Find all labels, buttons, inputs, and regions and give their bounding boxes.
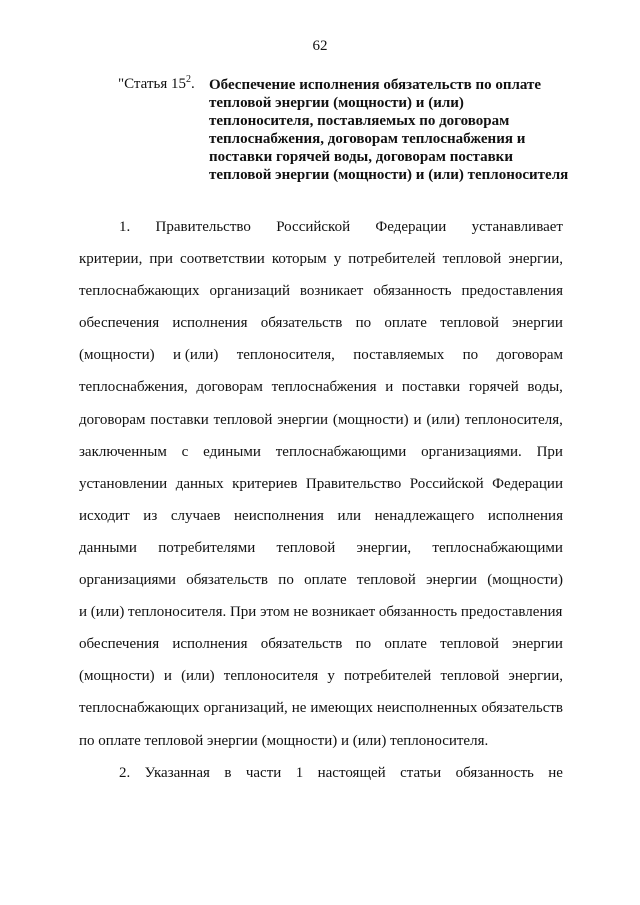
text-word: энергии [512, 315, 563, 332]
text-line [79, 339, 563, 371]
text-word: по [355, 636, 372, 653]
text-word: (мощности) [487, 572, 563, 589]
text-word: исполнения [487, 507, 563, 524]
paragraph-number: 1. [119, 219, 131, 235]
text-word: Федерации [492, 475, 563, 492]
text-line [79, 692, 563, 724]
text-word: не [291, 700, 307, 717]
text-word: теплоснабжающих [79, 283, 200, 300]
text-word: обязательств [481, 700, 563, 717]
text-line [79, 757, 563, 789]
text-word: договорам [196, 379, 263, 396]
text-word: тепловой [357, 572, 416, 589]
text-word: которым [271, 251, 327, 268]
text-word: части [245, 764, 282, 781]
text-word: Правительство [155, 219, 251, 235]
text-word: энергии, [356, 539, 412, 556]
text-word: оплате [304, 572, 347, 589]
text-word: Российской [409, 475, 484, 492]
text-word: (или) [181, 668, 215, 685]
text-line [79, 371, 563, 403]
text-word: предоставления [461, 283, 563, 300]
text-word: заключенным [79, 443, 167, 460]
text-word: теплоснабжения [271, 379, 377, 396]
text-word: у [333, 251, 342, 268]
text-word: поставляемых [353, 347, 445, 364]
article-label-superscript: 2 [185, 74, 191, 85]
text-word: исходит [79, 507, 130, 524]
text-segment: и (или) теплоносителя. При этом не возникает обязанность предоставления [79, 604, 563, 621]
text-word: оплате [384, 636, 427, 653]
text-word: организациями. [421, 443, 522, 460]
text-word: обязательств [260, 636, 343, 653]
text-word: тепловой [276, 539, 336, 556]
text-word: теплоснабжения, [79, 379, 188, 396]
text-word: договорам [496, 347, 563, 364]
text-line [79, 243, 563, 275]
article-label [118, 76, 195, 93]
text-word: из [143, 507, 158, 524]
text-word: данных [175, 475, 224, 492]
text-word: (мощности) [79, 668, 155, 685]
text-word: энергии [426, 572, 477, 589]
text-word: неисполнения [234, 507, 324, 524]
text-word: тепловой [442, 251, 502, 268]
text-word: или [337, 507, 361, 524]
text-word: данными [79, 539, 137, 556]
text-line [79, 532, 563, 564]
text-word: возникает [299, 283, 364, 300]
text-word: соответствии [180, 251, 265, 268]
text-word: (мощности) [332, 411, 409, 428]
text-line [79, 211, 563, 243]
text-line [79, 596, 563, 628]
text-word: критериев [232, 475, 298, 492]
text-word: поставки [150, 411, 209, 428]
text-word: обеспечения [79, 315, 160, 332]
text-word: энергии, [508, 668, 563, 685]
text-word: исполнения [172, 315, 248, 332]
text-word: по [355, 315, 372, 332]
text-line [79, 468, 563, 500]
text-word: обязательств [186, 572, 268, 589]
text-word: теплоснабжающих [79, 700, 200, 717]
text-word: и (или) [173, 347, 219, 364]
article-label-suffix: . [190, 76, 195, 92]
text-word: (мощности) [79, 347, 155, 364]
text-word: имеющих [310, 700, 373, 717]
article-body [79, 211, 563, 789]
text-word: теплоносителя, [236, 347, 335, 364]
text-word: устанавливает [471, 219, 563, 235]
text-word: исполнения [172, 636, 248, 653]
text-word: обязанность [373, 283, 452, 300]
text-word: обеспечения [79, 636, 160, 653]
page-number: 62 [312, 38, 328, 54]
text-word: настоящей [317, 764, 386, 781]
text-word: тепловой [213, 411, 273, 428]
text-word: воды, [527, 379, 563, 396]
text-word: оплате [384, 315, 427, 332]
text-word: по [462, 347, 479, 364]
text-word: и [385, 379, 394, 396]
text-segment: по оплате тепловой энергии (мощности) и (или) теплоносителя. [79, 732, 489, 749]
text-word: (или) [426, 411, 460, 428]
text-word: по [278, 572, 294, 589]
text-word: теплоснабжающими [432, 539, 563, 556]
text-line [79, 275, 563, 307]
text-word: Правительство [305, 475, 402, 492]
text-word: организаций [209, 283, 290, 300]
text-line [79, 307, 563, 339]
text-word: энергии, [508, 251, 563, 268]
text-word: организаций, [203, 700, 288, 717]
text-word: тепловой [440, 315, 499, 332]
text-word: в [224, 764, 232, 781]
text-line [79, 500, 563, 532]
text-word: Федерации [375, 219, 447, 235]
text-word: ненадлежащего [374, 507, 475, 524]
text-word: установлении [79, 475, 168, 492]
text-line [79, 404, 563, 436]
text-word: Российской [276, 219, 351, 235]
text-word: тепловой [440, 636, 499, 653]
text-word: неисполненных [376, 700, 478, 717]
text-word: теплоносителя [223, 668, 319, 685]
text-word: потребителей [348, 251, 436, 268]
text-word: поставки [401, 379, 461, 396]
text-word: энергии [512, 636, 563, 653]
text-word: потребителей [344, 668, 432, 685]
text-line [79, 725, 563, 757]
text-word: горячей [468, 379, 519, 396]
text-word: договорам [79, 411, 146, 428]
text-word: При [536, 443, 563, 460]
text-word: тепловой [440, 668, 500, 685]
text-word: критерии, [79, 251, 143, 268]
text-word: статьи [400, 764, 442, 781]
text-word: обязанность [455, 764, 534, 781]
text-line [79, 628, 563, 660]
text-word: и [163, 668, 172, 685]
text-word: потребителями [158, 539, 256, 556]
text-word: организациями [79, 572, 176, 589]
article-label-text: "Статья 15 [118, 76, 186, 92]
text-word: Указанная [144, 764, 210, 781]
text-word: и [413, 411, 422, 428]
text-word: у [327, 668, 335, 685]
text-word: обязательств [260, 315, 343, 332]
text-line [79, 564, 563, 596]
article-title: Обеспечение исполнения обязательств по оплате тепловой энергии (мощности) и (или) теплоносителя, поставляемых по договорам теплоснабжения, договорам теплоснабжения и поставки горячей воды, договорам поставки тепловой энергии (мощности) и (или) теплоносителя [209, 77, 569, 183]
text-word: теплоснабжающими [275, 443, 407, 460]
text-word: энергии [277, 411, 329, 428]
paragraph-number: 2. [119, 764, 131, 781]
text-word: случаев [170, 507, 221, 524]
text-word: теплоносителя, [464, 411, 563, 428]
text-word: при [149, 251, 173, 268]
text-word: едиными [203, 443, 261, 460]
text-word: с [181, 443, 189, 460]
text-line [79, 660, 563, 692]
text-word: не [548, 764, 563, 781]
text-line [79, 436, 563, 468]
text-word: 1 [295, 764, 304, 781]
